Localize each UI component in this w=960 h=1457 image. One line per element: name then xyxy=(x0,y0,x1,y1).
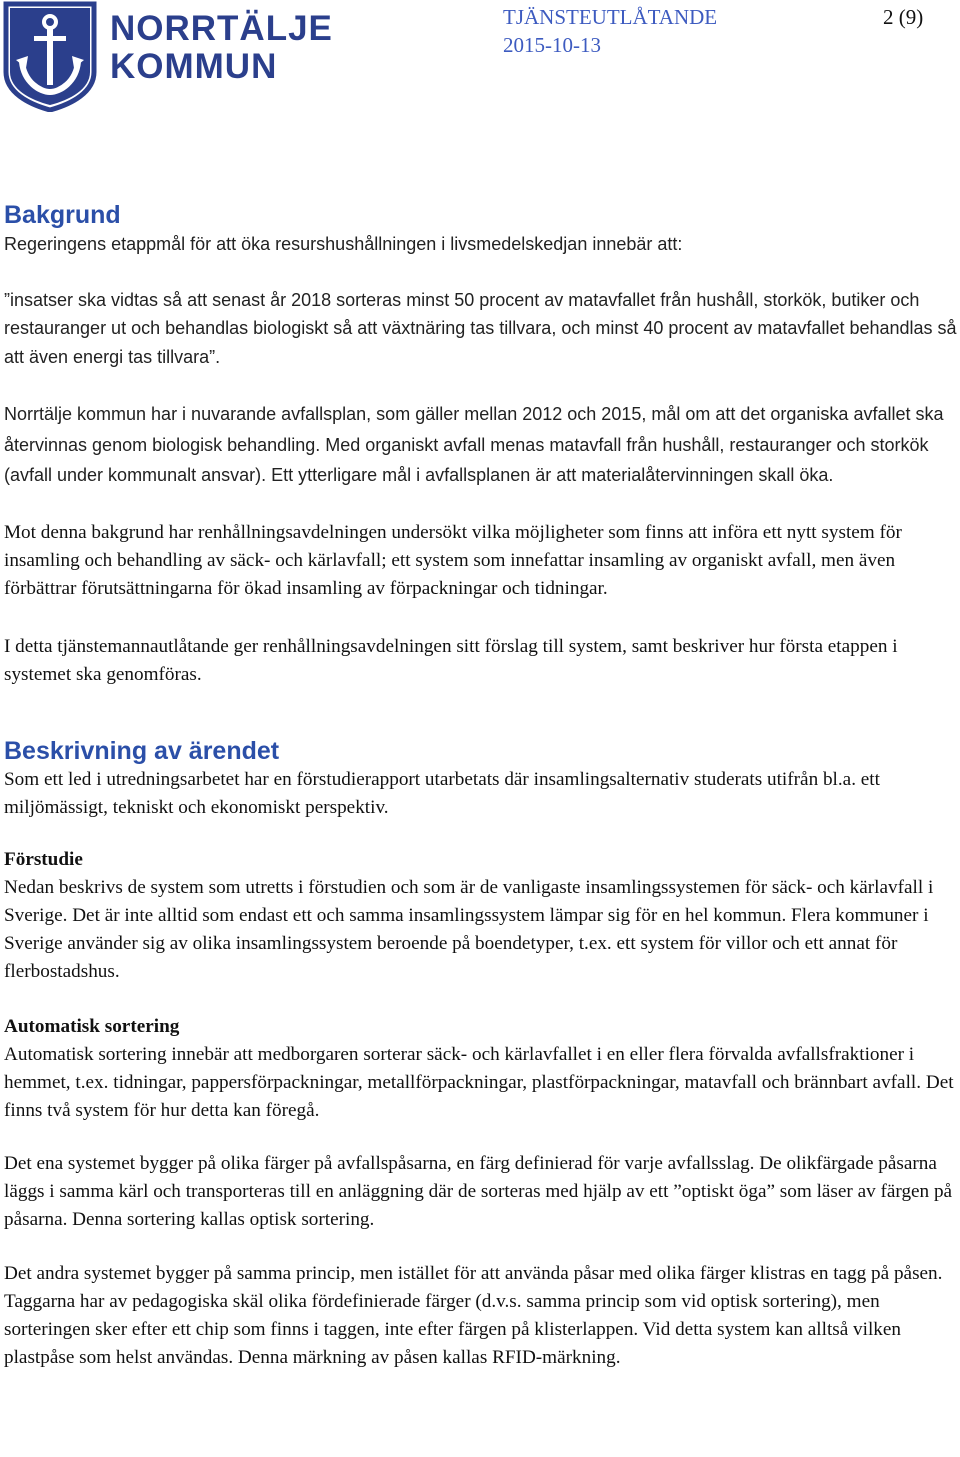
beskrivning-paragraph-1: Som ett led i utredningsarbetet har en förstudierapport utarbetats där insamlingsalternativ studerats utifrån bl.a. ett miljömässigt, tekniskt och ekonomiskt perspektiv. xyxy=(4,768,880,818)
logo-text-line2: KOMMUN xyxy=(110,47,278,86)
page-number: 2 (9) xyxy=(883,5,924,29)
bakgrund-paragraph-1: Norrtälje kommun har i nuvarande avfallsplan, som gäller mellan 2012 och 2015, mål om att det organiska avfallet ska återvinnas genom biologisk behandling. Med organiskt avfall menas matavfall från hushåll, restauranger och storkök (avfall under kommunalt ansvar). Ett ytterligare mål i avfallsplanen är att materialåtervinningen skall öka. xyxy=(4,404,944,485)
logo-text-line1: NORRTÄLJE xyxy=(110,9,333,48)
document-body xyxy=(4,200,960,1372)
document-date: 2015-10-13 xyxy=(503,33,601,57)
municipality-logo xyxy=(0,0,333,115)
bakgrund-paragraph-2: Mot denna bakgrund har renhållningsavdelningen undersökt vilka möjligheter som finns att införa ett nytt system för insamling och behandling av säck- och kärlavfall; ett system som innefattar insamling av organiskt avfall, men även förbättrar förutsättningarna för ökad insamling av förpackningar och tidningar. xyxy=(4,521,902,599)
bakgrund-quote: ”insatser ska vidtas så att senast år 2018 sorteras minst 50 procent av matavfallet från hushåll, storkök, butiker och restauranger ut och behandlas biologiskt så att växtnäring tas tillvara, och minst 40 procent av matavfallet behandlas så att även energi tas tillvara”. xyxy=(4,289,957,367)
section-heading-beskrivning: Beskrivning av ärendet xyxy=(4,736,280,765)
automatisk-sortering-paragraph-2: Det ena systemet bygger på olika färger på avfallspåsarna, en färg definierad för varje avfallsslag. De olikfärgade påsarna läggs i samma kärl och transporteras till en anläggning där de sorteras med hjälp av ett ”optiskt öga” som läser av färgen på påsarna. Denna sortering kallas optisk sortering. xyxy=(4,1152,953,1230)
automatisk-sortering-paragraph-1: Automatisk sortering innebär att medborgaren sorterar säck- och kärlavfallet i en eller flera förvalda avfallsfraktioner i hemmet, t.ex. tidningar, pappersförpackningar, metallförpackningar, plastförpackningar, matavfall och brännbart avfall. Det finns två system för hur detta kan föregå. xyxy=(4,1043,954,1121)
automatisk-sortering-paragraph-3: Det andra systemet bygger på samma princip, men istället för att använda påsar med olika färger klistras en tagg på påsen. Taggarna har av pedagogiska skäl olika fördefinierade färger (d.v.s. samma princip som vid optisk sortering), men sorteringen sker efter ett chip som finns i taggen, inte efter färgen på klisterlappen. Vid detta system kan alltså vilken plastpåse som helst användas. Denna märkning av påsen kallas RFID-märkning. xyxy=(4,1262,943,1368)
bakgrund-intro: Regeringens etappmål för att öka resurshushållningen i livsmedelskedjan innebär att: xyxy=(4,234,683,254)
subheading-automatisk-sortering: Automatisk sortering xyxy=(4,1015,180,1037)
subheading-forstudie: Förstudie xyxy=(4,848,83,870)
bakgrund-paragraph-3: I detta tjänstemannautlåtande ger renhållningsavdelningen sitt förslag till system, samt beskriver hur första etappen i systemet ska genomföras. xyxy=(4,635,898,685)
section-heading-bakgrund: Bakgrund xyxy=(4,201,121,229)
forstudie-paragraph: Nedan beskrivs de system som utretts i förstudien och som är de vanligaste insamlingssystemen för säck- och kärlavfall i Sverige. Det är inte alltid som endast ett och samma insamlingssystem lämpar sig för en hel kommun. Flera kommuner i Sverige använder sig av olika insamlingssystem beroende på boendetyper, t.ex. ett system för villor och ett annat för flerbostadshus. xyxy=(4,876,934,982)
document-type: TJÄNSTEUTLÅTANDE xyxy=(503,5,718,29)
anchor-shield-icon xyxy=(0,0,100,112)
